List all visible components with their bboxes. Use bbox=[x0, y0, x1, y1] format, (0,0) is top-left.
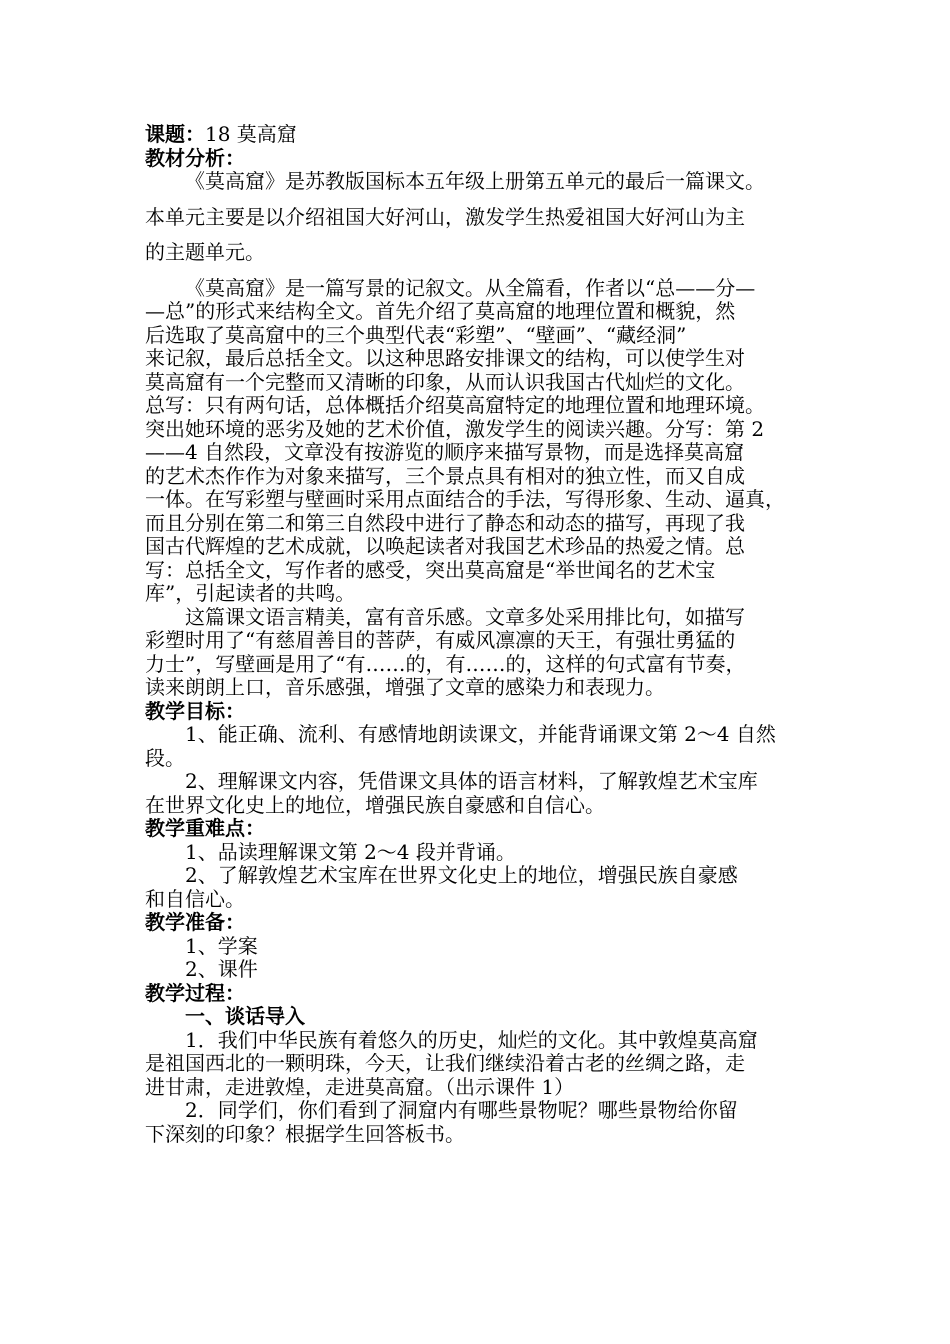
analysis-p2-line-9: 的艺术杰作作为对象来描写，三个景点具有相对的独立性，而又自成 bbox=[145, 463, 745, 488]
goal-1-line-2: 段。 bbox=[145, 745, 185, 770]
analysis-p2-line-1: 《莫高窟》是一篇写景的记叙文。从全篇看，作者以“总——分— bbox=[185, 275, 756, 300]
analysis-p2-line-6: 总写：只有两句话，总体概括介绍莫高窟特定的地理位置和地理环境。 bbox=[145, 393, 765, 417]
process-section-1-title: 一、谈话导入 bbox=[185, 1004, 305, 1028]
goal-1-line-1: 1、能正确、流利、有感情地朗读课文，并能背诵课文第 2～4 自然 bbox=[185, 722, 776, 746]
analysis-heading: 教材分析： bbox=[145, 145, 245, 170]
lesson-title-text: 18 莫高窟 bbox=[205, 122, 297, 146]
process-step-1-line-1: 1．我们中华民族有着悠久的历史，灿烂的文化。其中敦煌莫高窟 bbox=[185, 1027, 758, 1052]
lesson-title-line bbox=[145, 123, 810, 147]
key-points-heading: 教学重难点： bbox=[145, 816, 265, 840]
analysis-p2-line-12: 国古代辉煌的艺术成就，以唤起读者对我国艺术珍品的热爱之情。总 bbox=[145, 534, 745, 558]
key-point-2-line-2: 和自信心。 bbox=[145, 886, 245, 911]
preparation-item-1: 1、学案 bbox=[185, 933, 258, 958]
analysis-p2-line-11: 而且分别在第二和第三自然段中进行了静态和动态的描写，再现了我 bbox=[145, 510, 745, 535]
analysis-p3-line-4: 读来朗朗上口，音乐感强，增强了文章的感染力和表现力。 bbox=[145, 675, 665, 699]
preparation-heading: 教学准备： bbox=[145, 910, 245, 934]
analysis-p2-line-13: 写：总括全文，写作者的感受，突出莫高窟是“举世闻名的艺术宝 bbox=[145, 557, 716, 582]
analysis-p2-line-5: 莫高窟有一个完整而又清晰的印象，从而认识我国古代灿烂的文化。 bbox=[145, 369, 745, 394]
process-step-1-line-2: 是祖国西北的一颗明珠，今天，让我们继续沿着古老的丝绸之路，走 bbox=[145, 1051, 745, 1075]
lesson-plan-document bbox=[145, 123, 810, 1146]
analysis-p3-line-3: 力士”，写壁画是用了“有……的，有……的，这样的句式富有节奏， bbox=[145, 651, 746, 676]
process-step-1-line-3: 进甘肃，走进敦煌，走进莫高窟。（出示课件 1） bbox=[145, 1074, 575, 1099]
analysis-p2-line-4: 来记叙，最后总括全文。以这种思路安排课文的结构，可以使学生对 bbox=[145, 346, 745, 370]
process-heading: 教学过程： bbox=[145, 980, 245, 1005]
preparation-item-2: 2、课件 bbox=[185, 957, 258, 981]
key-point-2-line-1: 2、了解敦煌艺术宝库在世界文化史上的地位，增强民族自豪感 bbox=[185, 863, 738, 887]
analysis-p3-line-1: 这篇课文语言精美，富有音乐感。文章多处采用排比句，如描写 bbox=[185, 604, 745, 629]
analysis-p1-line-1: 《莫高窟》是苏教版国标本五年级上册第五单元的最后一篇课文。 bbox=[185, 169, 765, 193]
lesson-title-label: 课题： bbox=[145, 122, 205, 146]
key-point-1: 1、品读理解课文第 2～4 段并背诵。 bbox=[185, 839, 516, 864]
analysis-p2-line-14: 库”，引起读者的共鸣。 bbox=[145, 581, 356, 605]
process-step-2-line-2: 下深刻的印象？根据学生回答板书。 bbox=[145, 1121, 465, 1146]
goals-heading: 教学目标： bbox=[145, 698, 245, 723]
process-step-2-line-1: 2．同学们，你们看到了洞窟内有哪些景物呢？哪些景物给你留 bbox=[185, 1098, 738, 1122]
analysis-p2-line-10: 一体。在写彩塑与壁画时采用点面结合的手法，写得形象、生动、逼真， bbox=[145, 487, 785, 511]
analysis-p1-line-2: 本单元主要是以介绍祖国大好河山，激发学生热爱祖国大好河山为主 bbox=[145, 204, 745, 229]
goal-2-line-1: 2、理解课文内容，凭借课文具体的语言材料，了解敦煌艺术宝库 bbox=[185, 769, 758, 793]
goal-2-line-2: 在世界文化史上的地位，增强民族自豪感和自信心。 bbox=[145, 792, 605, 817]
analysis-p2-line-8: ——4 自然段，文章没有按游览的顺序来描写景物，而是选择莫高窟 bbox=[145, 440, 745, 464]
analysis-p2-line-2: —总”的形式来结构全文。首先介绍了莫高窟的地理位置和概貌，然 bbox=[145, 299, 736, 323]
analysis-p2-line-7: 突出她环境的恶劣及她的艺术价值，激发学生的阅读兴趣。分写：第 2 bbox=[145, 416, 765, 441]
analysis-p3-line-2: 彩塑时用了“有慈眉善目的菩萨，有威风凛凛的天王，有强壮勇猛的 bbox=[145, 628, 736, 652]
analysis-p2-line-3: 后选取了莫高窟中的三个典型代表“彩塑”、“壁画”、“藏经洞” bbox=[145, 322, 687, 347]
analysis-p1-line-3: 的主题单元。 bbox=[145, 240, 265, 264]
